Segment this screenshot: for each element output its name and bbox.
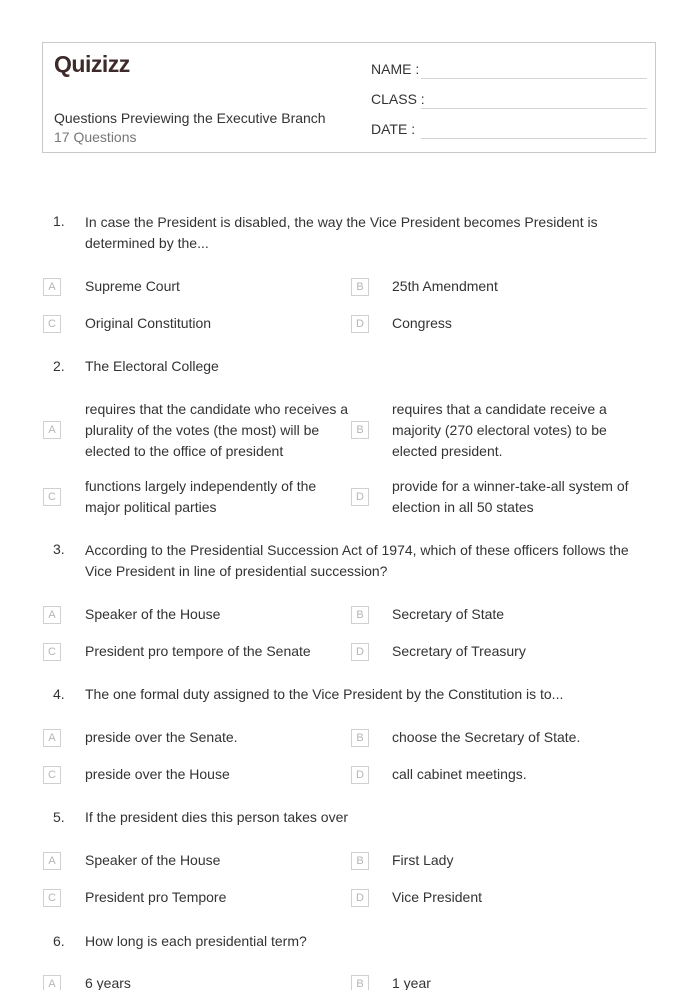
option-text: 6 years bbox=[85, 975, 131, 990]
option-letter-box: A bbox=[43, 729, 61, 747]
option-letter-box: D bbox=[351, 643, 369, 661]
option-text: requires that the candidate who receives a plurality of the votes (the most) will be elected to the office of president bbox=[85, 401, 349, 459]
date-label: DATE : bbox=[371, 121, 416, 137]
option-text: Speaker of the House bbox=[85, 852, 221, 868]
option-text: Secretary of State bbox=[392, 606, 505, 622]
worksheet-title: Questions Previewing the Executive Branch bbox=[54, 110, 326, 126]
question-text: The Electoral College bbox=[85, 358, 219, 374]
option-letter-box: B bbox=[351, 421, 369, 439]
option-letter-box: B bbox=[351, 852, 369, 870]
option-letter-box: A bbox=[43, 975, 61, 990]
option-text: 25th Amendment bbox=[392, 278, 498, 294]
option-letter-box: B bbox=[351, 606, 369, 624]
option-text: Vice President bbox=[392, 889, 483, 905]
option-letter-box: C bbox=[43, 766, 61, 784]
question-text: How long is each presidential term? bbox=[85, 933, 307, 949]
option-letter-box: D bbox=[351, 488, 369, 506]
option-text: provide for a winner-take-all system of election in all 50 states bbox=[392, 478, 629, 515]
question-number: 2. bbox=[53, 358, 65, 374]
option-letter-box: B bbox=[351, 975, 369, 990]
question-number: 1. bbox=[53, 213, 65, 229]
question-number: 4. bbox=[53, 686, 65, 702]
option-text: choose the Secretary of State. bbox=[392, 729, 581, 745]
option-text: First Lady bbox=[392, 852, 454, 868]
option-letter-box: A bbox=[43, 606, 61, 624]
question-text: In case the President is disabled, the way the Vice President becomes President is determined by the... bbox=[85, 214, 598, 251]
option-letter-box: C bbox=[43, 488, 61, 506]
question-number: 3. bbox=[53, 541, 65, 557]
question-text: According to the Presidential Succession Act of 1974, which of these officers follows the Vice President in line of presidential succession? bbox=[85, 542, 629, 579]
option-text: call cabinet meetings. bbox=[392, 766, 527, 782]
option-text: Secretary of Treasury bbox=[392, 643, 526, 659]
option-letter-box: B bbox=[351, 729, 369, 747]
option-text: preside over the Senate. bbox=[85, 729, 238, 745]
option-letter-box: D bbox=[351, 315, 369, 333]
option-text: Original Constitution bbox=[85, 315, 212, 331]
option-text: Speaker of the House bbox=[85, 606, 221, 622]
option-letter-box: A bbox=[43, 421, 61, 439]
option-text: preside over the House bbox=[85, 766, 230, 782]
option-letter-box: D bbox=[351, 889, 369, 907]
option-letter-box: A bbox=[43, 852, 61, 870]
option-text: Congress bbox=[392, 315, 452, 331]
option-text: Supreme Court bbox=[85, 278, 180, 294]
question-text: The one formal duty assigned to the Vice President by the Constitution is to... bbox=[85, 686, 564, 702]
quizizz-logo: Quizizz bbox=[54, 51, 130, 77]
option-text: President pro tempore of the Senate bbox=[85, 643, 311, 659]
question-number: 5. bbox=[53, 809, 65, 825]
option-letter-box: B bbox=[351, 278, 369, 296]
question-text: If the president dies this person takes over bbox=[85, 809, 349, 825]
option-letter-box: C bbox=[43, 315, 61, 333]
option-letter-box: A bbox=[43, 278, 61, 296]
option-letter-box: D bbox=[351, 766, 369, 784]
option-text: 1 year bbox=[392, 975, 431, 990]
option-text: President pro Tempore bbox=[85, 889, 227, 905]
option-letter-box: C bbox=[43, 643, 61, 661]
option-text: requires that a candidate receive a majority (270 electoral votes) to be elected president. bbox=[392, 401, 607, 459]
name-label: NAME : bbox=[371, 61, 420, 77]
question-count: 17 Questions bbox=[54, 129, 137, 145]
class-label: CLASS : bbox=[371, 91, 425, 107]
option-text: functions largely independently of the major political parties bbox=[85, 478, 317, 515]
option-letter-box: C bbox=[43, 889, 61, 907]
question-number: 6. bbox=[53, 933, 65, 949]
